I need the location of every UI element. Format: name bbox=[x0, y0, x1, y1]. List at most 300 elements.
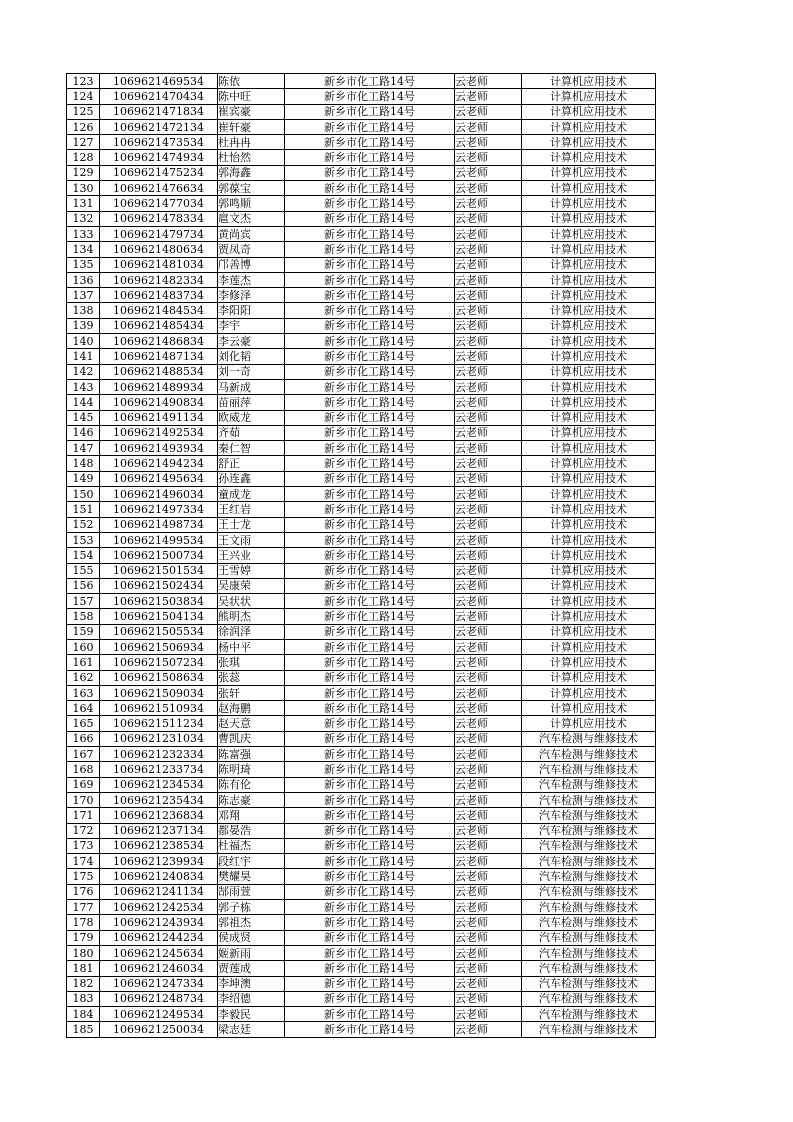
major-cell: 计算机应用技术 bbox=[522, 196, 656, 211]
row-number-cell: 141 bbox=[67, 349, 100, 364]
table-row bbox=[67, 165, 656, 180]
row-number-cell: 183 bbox=[67, 991, 100, 1006]
student-id-cell: 1069621509034 bbox=[100, 685, 218, 700]
table-row bbox=[67, 196, 656, 211]
address-cell: 新乡市化工路14号 bbox=[285, 410, 455, 425]
table-row bbox=[67, 471, 656, 486]
teacher-cell: 云老师 bbox=[455, 838, 522, 853]
student-id-cell: 1069621242534 bbox=[100, 900, 218, 915]
student-name-cell: 崔宾豪 bbox=[218, 104, 285, 119]
row-number-cell: 168 bbox=[67, 762, 100, 777]
student-name-cell: 贾凤奇 bbox=[218, 242, 285, 257]
teacher-cell: 云老师 bbox=[455, 196, 522, 211]
student-id-cell: 1069621235434 bbox=[100, 792, 218, 807]
student-id-cell: 1069621471834 bbox=[100, 104, 218, 119]
student-id-cell: 1069621486834 bbox=[100, 334, 218, 349]
row-number-cell: 135 bbox=[67, 257, 100, 272]
table-row bbox=[67, 869, 656, 884]
major-cell: 计算机应用技术 bbox=[522, 670, 656, 685]
table-row bbox=[67, 303, 656, 318]
teacher-cell: 云老师 bbox=[455, 563, 522, 578]
address-cell: 新乡市化工路14号 bbox=[285, 181, 455, 196]
student-id-cell: 1069621249534 bbox=[100, 1007, 218, 1022]
row-number-cell: 142 bbox=[67, 364, 100, 379]
address-cell: 新乡市化工路14号 bbox=[285, 89, 455, 104]
teacher-cell: 云老师 bbox=[455, 624, 522, 639]
roster-body bbox=[67, 74, 656, 1038]
student-id-cell: 1069621239934 bbox=[100, 854, 218, 869]
teacher-cell: 云老师 bbox=[455, 594, 522, 609]
student-id-cell: 1069621500734 bbox=[100, 548, 218, 563]
student-id-cell: 1069621237134 bbox=[100, 823, 218, 838]
teacher-cell: 云老师 bbox=[455, 456, 522, 471]
row-number-cell: 177 bbox=[67, 900, 100, 915]
student-roster-table bbox=[66, 73, 656, 1038]
student-id-cell: 1069621488534 bbox=[100, 364, 218, 379]
row-number-cell: 130 bbox=[67, 181, 100, 196]
address-cell: 新乡市化工路14号 bbox=[285, 747, 455, 762]
teacher-cell: 云老师 bbox=[455, 532, 522, 547]
table-row bbox=[67, 517, 656, 532]
major-cell: 计算机应用技术 bbox=[522, 517, 656, 532]
teacher-cell: 云老师 bbox=[455, 242, 522, 257]
row-number-cell: 137 bbox=[67, 288, 100, 303]
table-row bbox=[67, 242, 656, 257]
table-row bbox=[67, 961, 656, 976]
student-id-cell: 1069621483734 bbox=[100, 288, 218, 303]
major-cell: 计算机应用技术 bbox=[522, 257, 656, 272]
teacher-cell: 云老师 bbox=[455, 655, 522, 670]
student-name-cell: 李坤澳 bbox=[218, 976, 285, 991]
row-number-cell: 157 bbox=[67, 594, 100, 609]
student-id-cell: 1069621507234 bbox=[100, 655, 218, 670]
student-name-cell: 李云豪 bbox=[218, 334, 285, 349]
row-number-cell: 148 bbox=[67, 456, 100, 471]
student-name-cell: 郜雨萱 bbox=[218, 884, 285, 899]
student-id-cell: 1069621487134 bbox=[100, 349, 218, 364]
address-cell: 新乡市化工路14号 bbox=[285, 762, 455, 777]
row-number-cell: 151 bbox=[67, 502, 100, 517]
major-cell: 汽车检测与维修技术 bbox=[522, 1022, 656, 1037]
student-name-cell: 黄尚宾 bbox=[218, 226, 285, 241]
address-cell: 新乡市化工路14号 bbox=[285, 563, 455, 578]
student-name-cell: 刘化韬 bbox=[218, 349, 285, 364]
table-row bbox=[67, 181, 656, 196]
address-cell: 新乡市化工路14号 bbox=[285, 288, 455, 303]
student-id-cell: 1069621493934 bbox=[100, 441, 218, 456]
student-name-cell: 刘一奇 bbox=[218, 364, 285, 379]
student-id-cell: 1069621236834 bbox=[100, 808, 218, 823]
row-number-cell: 175 bbox=[67, 869, 100, 884]
major-cell: 计算机应用技术 bbox=[522, 288, 656, 303]
row-number-cell: 143 bbox=[67, 379, 100, 394]
student-name-cell: 杜怡然 bbox=[218, 150, 285, 165]
teacher-cell: 云老师 bbox=[455, 1007, 522, 1022]
major-cell: 汽车检测与维修技术 bbox=[522, 976, 656, 991]
student-id-cell: 1069621506934 bbox=[100, 639, 218, 654]
teacher-cell: 云老师 bbox=[455, 349, 522, 364]
major-cell: 计算机应用技术 bbox=[522, 303, 656, 318]
row-number-cell: 138 bbox=[67, 303, 100, 318]
row-number-cell: 162 bbox=[67, 670, 100, 685]
major-cell: 计算机应用技术 bbox=[522, 181, 656, 196]
student-name-cell: 王兴业 bbox=[218, 548, 285, 563]
table-row bbox=[67, 1007, 656, 1022]
teacher-cell: 云老师 bbox=[455, 961, 522, 976]
student-id-cell: 1069621490834 bbox=[100, 395, 218, 410]
major-cell: 汽车检测与维修技术 bbox=[522, 961, 656, 976]
major-cell: 计算机应用技术 bbox=[522, 487, 656, 502]
student-name-cell: 陈明琦 bbox=[218, 762, 285, 777]
row-number-cell: 163 bbox=[67, 685, 100, 700]
address-cell: 新乡市化工路14号 bbox=[285, 104, 455, 119]
address-cell: 新乡市化工路14号 bbox=[285, 364, 455, 379]
student-id-cell: 1069621511234 bbox=[100, 716, 218, 731]
teacher-cell: 云老师 bbox=[455, 915, 522, 930]
address-cell: 新乡市化工路14号 bbox=[285, 150, 455, 165]
teacher-cell: 云老师 bbox=[455, 869, 522, 884]
teacher-cell: 云老师 bbox=[455, 89, 522, 104]
table-row bbox=[67, 808, 656, 823]
teacher-cell: 云老师 bbox=[455, 731, 522, 746]
major-cell: 计算机应用技术 bbox=[522, 135, 656, 150]
address-cell: 新乡市化工路14号 bbox=[285, 74, 455, 89]
student-id-cell: 1069621238534 bbox=[100, 838, 218, 853]
student-id-cell: 1069621233734 bbox=[100, 762, 218, 777]
student-id-cell: 1069621246034 bbox=[100, 961, 218, 976]
teacher-cell: 云老师 bbox=[455, 823, 522, 838]
address-cell: 新乡市化工路14号 bbox=[285, 471, 455, 486]
table-row bbox=[67, 976, 656, 991]
student-name-cell: 崔轩豪 bbox=[218, 119, 285, 134]
student-id-cell: 1069621489934 bbox=[100, 379, 218, 394]
student-id-cell: 1069621474934 bbox=[100, 150, 218, 165]
row-number-cell: 150 bbox=[67, 487, 100, 502]
teacher-cell: 云老师 bbox=[455, 104, 522, 119]
row-number-cell: 129 bbox=[67, 165, 100, 180]
row-number-cell: 149 bbox=[67, 471, 100, 486]
student-name-cell: 邝善博 bbox=[218, 257, 285, 272]
student-name-cell: 孙连鑫 bbox=[218, 471, 285, 486]
major-cell: 计算机应用技术 bbox=[522, 563, 656, 578]
teacher-cell: 云老师 bbox=[455, 226, 522, 241]
major-cell: 计算机应用技术 bbox=[522, 609, 656, 624]
major-cell: 汽车检测与维修技术 bbox=[522, 792, 656, 807]
address-cell: 新乡市化工路14号 bbox=[285, 701, 455, 716]
teacher-cell: 云老师 bbox=[455, 257, 522, 272]
major-cell: 汽车检测与维修技术 bbox=[522, 869, 656, 884]
student-id-cell: 1069621503834 bbox=[100, 594, 218, 609]
row-number-cell: 171 bbox=[67, 808, 100, 823]
address-cell: 新乡市化工路14号 bbox=[285, 945, 455, 960]
student-name-cell: 杜冉冉 bbox=[218, 135, 285, 150]
student-name-cell: 舒正 bbox=[218, 456, 285, 471]
address-cell: 新乡市化工路14号 bbox=[285, 792, 455, 807]
major-cell: 计算机应用技术 bbox=[522, 211, 656, 226]
major-cell: 计算机应用技术 bbox=[522, 716, 656, 731]
major-cell: 计算机应用技术 bbox=[522, 150, 656, 165]
major-cell: 计算机应用技术 bbox=[522, 425, 656, 440]
student-id-cell: 1069621491134 bbox=[100, 410, 218, 425]
row-number-cell: 145 bbox=[67, 410, 100, 425]
address-cell: 新乡市化工路14号 bbox=[285, 487, 455, 502]
major-cell: 汽车检测与维修技术 bbox=[522, 777, 656, 792]
table-row bbox=[67, 594, 656, 609]
major-cell: 汽车检测与维修技术 bbox=[522, 1007, 656, 1022]
row-number-cell: 159 bbox=[67, 624, 100, 639]
student-name-cell: 陈中旺 bbox=[218, 89, 285, 104]
major-cell: 计算机应用技术 bbox=[522, 242, 656, 257]
teacher-cell: 云老师 bbox=[455, 364, 522, 379]
student-name-cell: 陈富强 bbox=[218, 747, 285, 762]
teacher-cell: 云老师 bbox=[455, 441, 522, 456]
student-name-cell: 李绍德 bbox=[218, 991, 285, 1006]
table-row bbox=[67, 930, 656, 945]
address-cell: 新乡市化工路14号 bbox=[285, 165, 455, 180]
table-row bbox=[67, 456, 656, 471]
major-cell: 计算机应用技术 bbox=[522, 624, 656, 639]
major-cell: 计算机应用技术 bbox=[522, 379, 656, 394]
major-cell: 汽车检测与维修技术 bbox=[522, 945, 656, 960]
student-name-cell: 郭子栋 bbox=[218, 900, 285, 915]
teacher-cell: 云老师 bbox=[455, 762, 522, 777]
major-cell: 计算机应用技术 bbox=[522, 655, 656, 670]
teacher-cell: 云老师 bbox=[455, 777, 522, 792]
student-name-cell: 赵海鹏 bbox=[218, 701, 285, 716]
row-number-cell: 153 bbox=[67, 532, 100, 547]
address-cell: 新乡市化工路14号 bbox=[285, 334, 455, 349]
student-id-cell: 1069621498734 bbox=[100, 517, 218, 532]
table-row bbox=[67, 150, 656, 165]
table-row bbox=[67, 379, 656, 394]
table-row bbox=[67, 104, 656, 119]
row-number-cell: 158 bbox=[67, 609, 100, 624]
address-cell: 新乡市化工路14号 bbox=[285, 930, 455, 945]
major-cell: 计算机应用技术 bbox=[522, 578, 656, 593]
student-id-cell: 1069621247334 bbox=[100, 976, 218, 991]
row-number-cell: 123 bbox=[67, 74, 100, 89]
teacher-cell: 云老师 bbox=[455, 150, 522, 165]
student-name-cell: 马新成 bbox=[218, 379, 285, 394]
major-cell: 计算机应用技术 bbox=[522, 119, 656, 134]
row-number-cell: 156 bbox=[67, 578, 100, 593]
address-cell: 新乡市化工路14号 bbox=[285, 716, 455, 731]
address-cell: 新乡市化工路14号 bbox=[285, 609, 455, 624]
major-cell: 汽车检测与维修技术 bbox=[522, 915, 656, 930]
table-row bbox=[67, 425, 656, 440]
student-id-cell: 1069621508634 bbox=[100, 670, 218, 685]
row-number-cell: 139 bbox=[67, 318, 100, 333]
student-name-cell: 都晏浩 bbox=[218, 823, 285, 838]
student-name-cell: 贾莲成 bbox=[218, 961, 285, 976]
teacher-cell: 云老师 bbox=[455, 609, 522, 624]
major-cell: 计算机应用技术 bbox=[522, 685, 656, 700]
table-row bbox=[67, 762, 656, 777]
table-row bbox=[67, 900, 656, 915]
student-name-cell: 吴康荣 bbox=[218, 578, 285, 593]
student-name-cell: 陈依 bbox=[218, 74, 285, 89]
major-cell: 汽车检测与维修技术 bbox=[522, 838, 656, 853]
student-name-cell: 张蕊 bbox=[218, 670, 285, 685]
student-id-cell: 1069621469534 bbox=[100, 74, 218, 89]
table-row bbox=[67, 334, 656, 349]
student-name-cell: 徐润泽 bbox=[218, 624, 285, 639]
address-cell: 新乡市化工路14号 bbox=[285, 135, 455, 150]
student-id-cell: 1069621477034 bbox=[100, 196, 218, 211]
student-name-cell: 樊耀昊 bbox=[218, 869, 285, 884]
address-cell: 新乡市化工路14号 bbox=[285, 517, 455, 532]
teacher-cell: 云老师 bbox=[455, 288, 522, 303]
table-row bbox=[67, 823, 656, 838]
teacher-cell: 云老师 bbox=[455, 487, 522, 502]
row-number-cell: 179 bbox=[67, 930, 100, 945]
student-id-cell: 1069621485434 bbox=[100, 318, 218, 333]
row-number-cell: 161 bbox=[67, 655, 100, 670]
table-row bbox=[67, 502, 656, 517]
address-cell: 新乡市化工路14号 bbox=[285, 578, 455, 593]
student-name-cell: 郭葆宝 bbox=[218, 181, 285, 196]
teacher-cell: 云老师 bbox=[455, 181, 522, 196]
student-name-cell: 郭海鑫 bbox=[218, 165, 285, 180]
address-cell: 新乡市化工路14号 bbox=[285, 884, 455, 899]
table-row bbox=[67, 991, 656, 1006]
table-row bbox=[67, 609, 656, 624]
table-row bbox=[67, 349, 656, 364]
table-row bbox=[67, 288, 656, 303]
address-cell: 新乡市化工路14号 bbox=[285, 303, 455, 318]
major-cell: 汽车检测与维修技术 bbox=[522, 747, 656, 762]
teacher-cell: 云老师 bbox=[455, 854, 522, 869]
table-row bbox=[67, 272, 656, 287]
address-cell: 新乡市化工路14号 bbox=[285, 976, 455, 991]
table-row bbox=[67, 410, 656, 425]
student-name-cell: 邓翔 bbox=[218, 808, 285, 823]
student-name-cell: 吴状状 bbox=[218, 594, 285, 609]
student-name-cell: 童成龙 bbox=[218, 487, 285, 502]
row-number-cell: 147 bbox=[67, 441, 100, 456]
student-name-cell: 梁志廷 bbox=[218, 1022, 285, 1037]
student-id-cell: 1069621502434 bbox=[100, 578, 218, 593]
row-number-cell: 127 bbox=[67, 135, 100, 150]
teacher-cell: 云老师 bbox=[455, 135, 522, 150]
student-name-cell: 赵天意 bbox=[218, 716, 285, 731]
major-cell: 计算机应用技术 bbox=[522, 89, 656, 104]
row-number-cell: 169 bbox=[67, 777, 100, 792]
student-name-cell: 郭鸣顺 bbox=[218, 196, 285, 211]
teacher-cell: 云老师 bbox=[455, 639, 522, 654]
table-row bbox=[67, 74, 656, 89]
major-cell: 汽车检测与维修技术 bbox=[522, 808, 656, 823]
address-cell: 新乡市化工路14号 bbox=[285, 624, 455, 639]
teacher-cell: 云老师 bbox=[455, 211, 522, 226]
address-cell: 新乡市化工路14号 bbox=[285, 502, 455, 517]
student-id-cell: 1069621243934 bbox=[100, 915, 218, 930]
major-cell: 汽车检测与维修技术 bbox=[522, 823, 656, 838]
major-cell: 计算机应用技术 bbox=[522, 318, 656, 333]
table-row bbox=[67, 135, 656, 150]
student-name-cell: 陈志豪 bbox=[218, 792, 285, 807]
major-cell: 计算机应用技术 bbox=[522, 456, 656, 471]
teacher-cell: 云老师 bbox=[455, 685, 522, 700]
address-cell: 新乡市化工路14号 bbox=[285, 242, 455, 257]
teacher-cell: 云老师 bbox=[455, 670, 522, 685]
row-number-cell: 126 bbox=[67, 119, 100, 134]
student-id-cell: 1069621504134 bbox=[100, 609, 218, 624]
teacher-cell: 云老师 bbox=[455, 701, 522, 716]
address-cell: 新乡市化工路14号 bbox=[285, 808, 455, 823]
teacher-cell: 云老师 bbox=[455, 808, 522, 823]
teacher-cell: 云老师 bbox=[455, 318, 522, 333]
student-id-cell: 1069621244234 bbox=[100, 930, 218, 945]
teacher-cell: 云老师 bbox=[455, 1022, 522, 1037]
table-row bbox=[67, 257, 656, 272]
address-cell: 新乡市化工路14号 bbox=[285, 548, 455, 563]
major-cell: 计算机应用技术 bbox=[522, 471, 656, 486]
row-number-cell: 133 bbox=[67, 226, 100, 241]
student-name-cell: 秦仁智 bbox=[218, 441, 285, 456]
major-cell: 计算机应用技术 bbox=[522, 639, 656, 654]
row-number-cell: 170 bbox=[67, 792, 100, 807]
table-row bbox=[67, 226, 656, 241]
address-cell: 新乡市化工路14号 bbox=[285, 395, 455, 410]
row-number-cell: 125 bbox=[67, 104, 100, 119]
address-cell: 新乡市化工路14号 bbox=[285, 991, 455, 1006]
teacher-cell: 云老师 bbox=[455, 991, 522, 1006]
major-cell: 汽车检测与维修技术 bbox=[522, 900, 656, 915]
table-row bbox=[67, 915, 656, 930]
address-cell: 新乡市化工路14号 bbox=[285, 1007, 455, 1022]
row-number-cell: 165 bbox=[67, 716, 100, 731]
teacher-cell: 云老师 bbox=[455, 976, 522, 991]
row-number-cell: 164 bbox=[67, 701, 100, 716]
table-row bbox=[67, 624, 656, 639]
major-cell: 计算机应用技术 bbox=[522, 532, 656, 547]
table-row bbox=[67, 747, 656, 762]
student-id-cell: 1069621479734 bbox=[100, 226, 218, 241]
student-id-cell: 1069621231034 bbox=[100, 731, 218, 746]
major-cell: 计算机应用技术 bbox=[522, 701, 656, 716]
table-row bbox=[67, 670, 656, 685]
major-cell: 计算机应用技术 bbox=[522, 272, 656, 287]
table-row bbox=[67, 731, 656, 746]
student-name-cell: 张轩 bbox=[218, 685, 285, 700]
student-name-cell: 侯成贤 bbox=[218, 930, 285, 945]
row-number-cell: 140 bbox=[67, 334, 100, 349]
row-number-cell: 128 bbox=[67, 150, 100, 165]
address-cell: 新乡市化工路14号 bbox=[285, 119, 455, 134]
student-id-cell: 1069621505534 bbox=[100, 624, 218, 639]
student-name-cell: 王红岩 bbox=[218, 502, 285, 517]
student-name-cell: 扈文杰 bbox=[218, 211, 285, 226]
row-number-cell: 184 bbox=[67, 1007, 100, 1022]
row-number-cell: 185 bbox=[67, 1022, 100, 1037]
table-row bbox=[67, 792, 656, 807]
student-id-cell: 1069621472134 bbox=[100, 119, 218, 134]
address-cell: 新乡市化工路14号 bbox=[285, 594, 455, 609]
teacher-cell: 云老师 bbox=[455, 74, 522, 89]
row-number-cell: 152 bbox=[67, 517, 100, 532]
table-row bbox=[67, 884, 656, 899]
teacher-cell: 云老师 bbox=[455, 119, 522, 134]
table-row bbox=[67, 487, 656, 502]
table-row bbox=[67, 211, 656, 226]
student-id-cell: 1069621245634 bbox=[100, 945, 218, 960]
table-row bbox=[67, 777, 656, 792]
row-number-cell: 146 bbox=[67, 425, 100, 440]
major-cell: 计算机应用技术 bbox=[522, 441, 656, 456]
teacher-cell: 云老师 bbox=[455, 379, 522, 394]
address-cell: 新乡市化工路14号 bbox=[285, 838, 455, 853]
